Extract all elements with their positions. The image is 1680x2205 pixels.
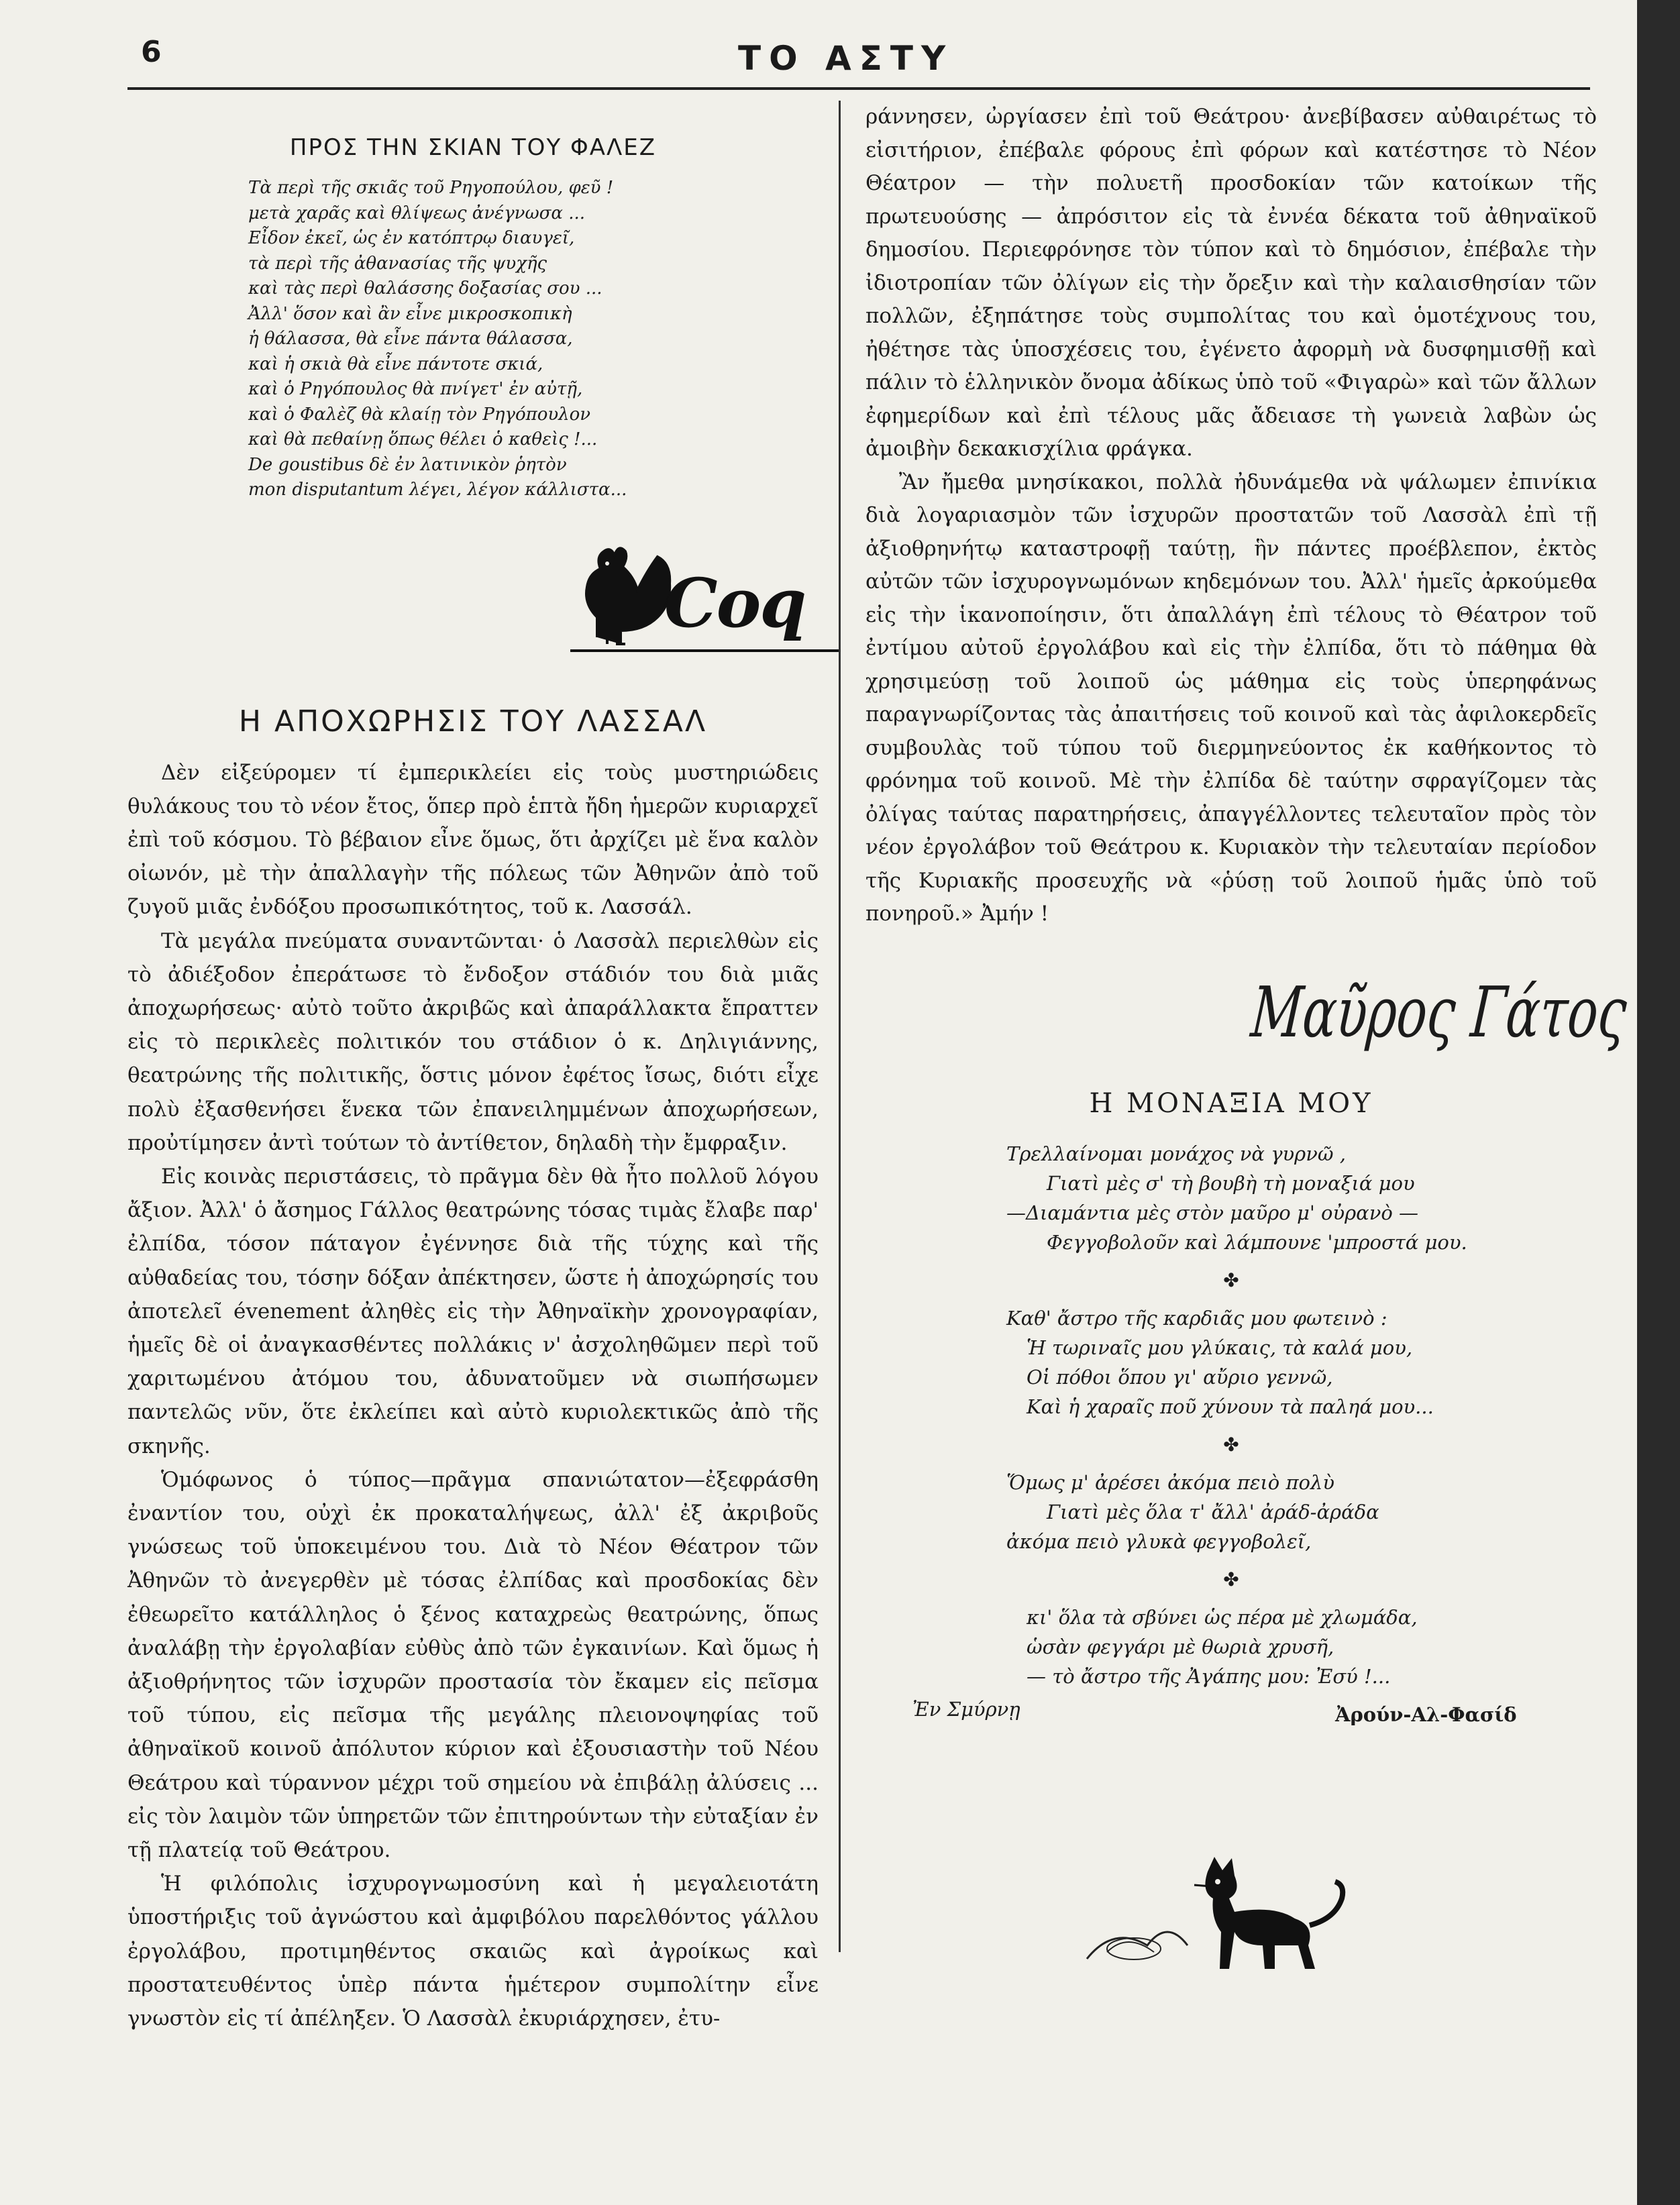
article-paragraph: Εἰς κοινὰς περιστάσεις, τὸ πρᾶγμα δὲν θὰ ἦτο πολλοῦ λόγου ἄξιον. Ἀλλ' ὁ ἄσημος Γάλλος θεατρώνης τόσας τιμὰς ἔλαβε παρ' ἐλπίδα, τόσον πάταγον ἐγέννησε διὰ τῆς τύχης καὶ τῆς αὐθαδείας του, τόσην δόξαν ἀπέκτησεν, ὥστε ἡ ἀποχώρησίς του ἀποτελεῖ évenement ἀληθὲς εἰς τὴν Ἀθηναϊκὴν χρονογραφίαν, ἡμεῖς δὲ οἱ ἀναγκασθέντες πολλάκις ν' ἀσχοληθῶμεν περὶ τοῦ χαριτωμένου ἀτόμου του, ἀδυνατοῦμεν νὰ σιωπήσωμεν παντελῶς νῦν, ὅτε ἐκλείπει καὶ αὐτὸ κυριολεκτικῶς ἀπὸ τῆς σκηνῆς. bbox=[127, 1164, 819, 1458]
poem-line: καὶ ὁ Ρηγόπουλος θὰ πνίγετ' ἐν αὐτῇ, bbox=[248, 379, 583, 399]
poem-stanza bbox=[1006, 1139, 1597, 1257]
scan-edge bbox=[1637, 0, 1680, 2205]
handwritten-signature: Μαῦρος Γάτος bbox=[1248, 971, 1630, 1053]
verse-line: ὡσὰν φεγγάρι μὲ θωριὰ χρυσῆ, bbox=[1027, 1635, 1334, 1658]
poem-line: μετὰ χαρᾶς καὶ θλίψεως ἀνέγνωσα ... bbox=[248, 203, 586, 223]
poem-footer bbox=[865, 1698, 1597, 1758]
poem-line: καὶ τὰς περὶ θαλάσσης δοξασίας σου ... bbox=[248, 278, 602, 299]
verse-line: ἀκόμα πειὸ γλυκὰ φεγγοβολεῖ, bbox=[1006, 1529, 1312, 1553]
verse-line: Ἡ τωριναῖς μου γλύκαις, τὰ καλά μου, bbox=[1027, 1336, 1413, 1359]
poem-stanza bbox=[1006, 1603, 1597, 1691]
ornament-icon: ✤ bbox=[1223, 1269, 1239, 1291]
poem-stanza bbox=[1006, 1303, 1597, 1421]
ornament-icon: ✤ bbox=[1223, 1433, 1239, 1456]
verse-line: κι' ὅλα τὰ σβύνει ὡς πέρα μὲ χλωμάδα, bbox=[1027, 1605, 1418, 1629]
verse-line: Φεγγοβολοῦν καὶ λάμπουνε 'μπροστά μου. bbox=[1047, 1230, 1467, 1254]
poem-place: Ἐν Σμύρνῃ bbox=[912, 1697, 1020, 1721]
article-paragraph: Ὁμόφωνος ὁ τύπος—πρᾶγμα σπανιώτατον—ἐξεφράσθη ἐναντίον του, οὐχὶ ἐκ προκαταλήψεως, ἀλλ' ἐξ ἀκριβοῦς γνώσεως τοῦ ὑποκειμένου του. Διὰ τὸ Νέον Θέατρον τῶν Ἀθηνῶν τὸ ἀνεγερθὲν μὲ τόσας ἐλπίδας καὶ προσδοκίας δὲν ἐθεωρεῖτο κατάλληλος ὁ ξένος καταχρεὼς θεατρώνης, ὅπως ἀναλάβῃ τὴν ἐργολαβίαν εὐθὺς ἀπὸ τῶν ἐγκαινίων. Καὶ ὅμως ἡ ἀξιοθρήνητος τῶν ἰσχυρῶν προστασία τὸν ἔκαμεν εἰς πεῖσμα τοῦ τύπου, εἰς πεῖσμα τῆς μεγάλης πλειονοψηφίας τοῦ ἀθηναϊκοῦ κοινοῦ ἀπόλυτον κύριον καὶ ἐξουσιαστὴν τοῦ Νέου Θεάτρου καὶ τύραννον μέχρι τοῦ σημείου νὰ ἐπιβάλῃ ἀλύσεις ... εἰς τὸν λαιμὸν τῶν ὑπηρετῶν τῶν ἐπιτηρούντων τὴν εὐταξίαν ἐν τῇ πλατείᾳ τοῦ Θεάτρου. bbox=[127, 1467, 819, 1862]
poem-line: καὶ ὁ Φαλὲζ θὰ κλαίῃ τὸν Ρηγόπουλον bbox=[248, 404, 591, 425]
poem-line: τὰ περὶ τῆς ἀθανασίας τῆς ψυχῆς bbox=[248, 253, 547, 274]
article-title: Η ΑΠΟΧΩΡΗΣΙΣ ΤΟΥ ΛΑΣΣΑΛ bbox=[238, 704, 708, 739]
poem-line: Ἀλλ' ὅσον καὶ ἂν εἶνε μικροσκοπικὴ bbox=[248, 303, 572, 324]
verse-line: Καθ' ἄστρο τῆς καρδιᾶς μου φωτεινὸ : bbox=[1006, 1306, 1387, 1330]
poem-line: Τὰ περὶ τῆς σκιᾶς τοῦ Ρηγοπούλου, φεῦ ! bbox=[248, 178, 614, 198]
verse-line: Γιατὶ μὲς σ' τὴ βουβὴ τὴ μοναξιά μου bbox=[1047, 1171, 1415, 1195]
ornament-icon: ✤ bbox=[1223, 1568, 1239, 1591]
coq-underline bbox=[570, 649, 839, 652]
verse-line: Καὶ ἡ χαραῖς ποῦ χύνουν τὰ παληά μου... bbox=[1027, 1395, 1434, 1418]
poem-author: Ἀρούν-Αλ-Φασίδ bbox=[1335, 1703, 1517, 1726]
coq-pseudonym-block bbox=[127, 503, 819, 678]
poem-line: καὶ θὰ πεθαίνῃ ὅπως θέλει ὁ καθεὶς !... bbox=[248, 429, 598, 449]
header-rule bbox=[127, 87, 1590, 90]
article-paragraph: Ἂν ἤμεθα μνησίκακοι, πολλὰ ἠδυνάμεθα νὰ ψάλωμεν ἐπινίκια διὰ λογαριασμὸν τῶν ἰσχυρῶν προστατῶν τοῦ Λασσὰλ ἐπὶ τῇ ἀξιοθρηνήτῳ καταστροφῇ ταύτῃ, ἣν πάντες προέβλεπον, ἐκτὸς αὐτῶν τῶν ἰσχυρογνωμόνων κηδεμόνων του. Ἀλλ' ἡμεῖς ἀρκούμεθα εἰς τὴν ἱκανοποίησιν, ὅτι ἀπαλλάγη ἐπὶ τέλους τὸ Θέατρον τοῦ ἐντίμου αὐτοῦ ἐργολάβου καὶ εἰς τὴν ἐλπίδα, ὅτι τὸ πάθημα θὰ χρησιμεύσῃ τοῦ λοιποῦ ὡς μάθημα εἰς τοὺς ὑπερηφάνως παραγνωρίζοντας τὰς ἀπαιτήσεις τοῦ κοινοῦ καὶ τὰς ἀφιλοκερδεῖς συμβουλὰς τοῦ τύπου τοῦ διερμηνεύοντος ἐκ καθήκοντος τὸ φρόνημα τοῦ κοινοῦ. Μὲ τὴν ἐλπίδα δὲ ταύτην σφραγίζομεν τὰς ὀλίγας ταύτας παρατηρήσεις, ἀπαγγέλλοντες τελευταῖον πρὸς τὸν νέον ἐργολάβον τοῦ Θεάτρου κ. Κυριακὸν τὴν τελευταίαν περίοδον τῆς Κυριακῆς προσευχῆς νὰ «ῥύσῃ τοῦ λοιποῦ ἡμᾶς ὑπὸ τοῦ πονηροῦ.» Ἀμήν ! bbox=[865, 470, 1597, 926]
poem-title: Η ΜΟΝΑΞΙΑ ΜΟΥ bbox=[1089, 1087, 1373, 1119]
verse-line: — τὸ ἄστρο τῆς Ἀγάπης μου: Ἐσύ !... bbox=[1027, 1664, 1391, 1688]
left-column bbox=[127, 101, 819, 2035]
column-divider bbox=[839, 101, 841, 1952]
article-paragraph: Ἡ φιλόπολις ἰσχυρογνωμοσύνη καὶ ἡ μεγαλειοτάτη ὑποστήριξις τοῦ ἀγνώστου καὶ ἀμφιβόλου παρελθόντος γάλλου ἐργολάβου, προτιμηθέντος σκαιῶς καὶ ἀγροίκως καὶ προστατευθέντος ὑπὲρ πάντα ἡμέτερον συμπολίτην εἶνε γνωστὸν εἰς τί ἀπέληξεν. Ὁ Λασσὰλ ἐκυριάρχησεν, ἐτυ- bbox=[127, 1872, 819, 2031]
article-body bbox=[127, 756, 819, 2036]
page-number: 6 bbox=[141, 35, 162, 69]
satirical-poem bbox=[248, 176, 731, 503]
poem-line: De goustibus δὲ ἐν λατινικὸν ῥητὸν bbox=[248, 454, 567, 475]
poem-title: ΠΡΟΣ ΤΗΝ ΣΚΙΑΝ ΤΟΥ ΦΑΛΕΖ bbox=[289, 134, 657, 161]
verse-line: Οἱ πόθοι ὅπου γι' αὔριο γεννῶ, bbox=[1027, 1365, 1333, 1389]
verse-line: —Διαμάντια μὲς στὸν μαῦρο μ' οὐρανὸ — bbox=[1006, 1201, 1419, 1224]
verse-line: Ὅμως μ' ἀρέσει ἀκόμα πειὸ πολὺ bbox=[1006, 1470, 1334, 1494]
coq-label: Coq bbox=[664, 563, 806, 643]
poem-line: ἡ θάλασσα, θὰ εἶνε πάντα θάλασσα, bbox=[248, 329, 573, 349]
poem-line: Εἶδον ἐκεῖ, ὡς ἐν κατόπτρῳ διαυγεῖ, bbox=[248, 228, 575, 248]
verse-line: Τρελλαίνομαι μονάχος νὰ γυρνῶ , bbox=[1006, 1142, 1346, 1165]
article-paragraph: Τὰ μεγάλα πνεύματα συναντῶνται· ὁ Λασσὰλ περιελθὼν εἰς τὸ ἀδιέξοδον ἐπεράτωσε τὸ ἔνδοξον στάδιόν του διὰ μιᾶς ἀποχωρήσεως· αὐτὸ τοῦτο ἀκριβῶς καὶ ἀπαράλλακτα ἔπραττεν εἰς τὸ περικλεὲς πολιτικόν του στάδιον ὁ κ. Δηλιγιάννης, θεατρώνης τῆς πολιτικῆς, ὅστις μόνον ἐφέτος ἴσως, διότι εἶχε πολὺ ἐξασθενήσει ἕνεκα τῶν ἐπανειλημμένων ἀποχωρήσεων, προὐτίμησεν ἀντὶ τούτων τὸ ἀντίθετον, δηλαδὴ τὴν ἔμφραξιν. bbox=[127, 928, 819, 1155]
poem-line: mon disputantum λέγει, λέγον κάλλιστα... bbox=[248, 480, 627, 500]
right-column bbox=[865, 101, 1630, 1758]
rooster-icon bbox=[570, 537, 678, 651]
poem-line: καὶ ἡ σκιὰ θὰ εἶνε πάντοτε σκιά, bbox=[248, 354, 543, 374]
poem-stanza bbox=[1006, 1468, 1597, 1556]
article-paragraph: Δὲν εἰξεύρομεν τί ἐμπερικλείει εἰς τοὺς μυστηριώδεις θυλάκους του τὸ νέον ἔτος, ὅπερ πρὸ ἑπτὰ ἤδη ἡμερῶν κυριαρχεῖ ἐπὶ τοῦ κόσμου. Τὸ βέβαιον εἶνε ὅμως, ὅτι ἀρχίζει μὲ ἕνα καλὸν οἰωνόν, μὲ τὴν ἀπαλλαγὴν τῆς πόλεως τῶν Ἀθηνῶν ἀπὸ τοῦ ζυγοῦ μιᾶς ἐνδόξου προσωπικότητος, τοῦ κ. Λασσάλ. bbox=[127, 760, 819, 920]
article-continuation bbox=[865, 101, 1597, 931]
signature-block bbox=[865, 931, 1630, 1079]
article-paragraph: ράννησεν, ὠργίασεν ἐπὶ τοῦ Θεάτρου· ἀνεβίβασεν αὐθαιρέτως τὸ εἰσιτήριον, ἐπέβαλε φόρους ἐπὶ φόρων καὶ κατέστησε τὸ Νέον Θέατρον — τὴν πολυετῆ προσδοκίαν τῶν κατοίκων τῆς πρωτευούσης — ἀπρόσιτον εἰς τὰ ἐννέα δέκατα τοῦ ἀθηναϊκοῦ δημοσίου. Περιεφρόνησε τὸν τύπον καὶ τὸ δημόσιον, ἐπέβαλε τὴν ἰδιοτροπίαν τῶν ὀλίγων εἰς τὴν ὄρεξιν καὶ τὴν καλαισθησίαν τῶν πολλῶν, ἐξηπάτησε τοὺς συμπολίτας του καὶ ὁμοτέχνους του, ἠθέτησε τὰς ὑποσχέσεις του, ἐγένετο ἀφορμὴ νὰ δυσφημισθῇ καὶ πάλιν τὸ ἑλληνικὸν ὄνομα ἀδίκως ὑπὸ τοῦ «Φιγαρὼ» καὶ τῶν ἄλλων ἐφημερίδων καὶ ἐπὶ τέλους μᾶς ἄδειασε τὴ γωνειὰ λαβὼν ὡς ἀμοιβὴν δεκακισχίλια φράγκα. bbox=[865, 105, 1597, 461]
cat-illustration-icon bbox=[1073, 1845, 1369, 1979]
masthead: ΤΟ ΑΣΤΥ bbox=[738, 39, 954, 78]
verse-line: Γιατὶ μὲς ὅλα τ' ἄλλ' ἀράδ-ἀράδα bbox=[1047, 1500, 1379, 1523]
